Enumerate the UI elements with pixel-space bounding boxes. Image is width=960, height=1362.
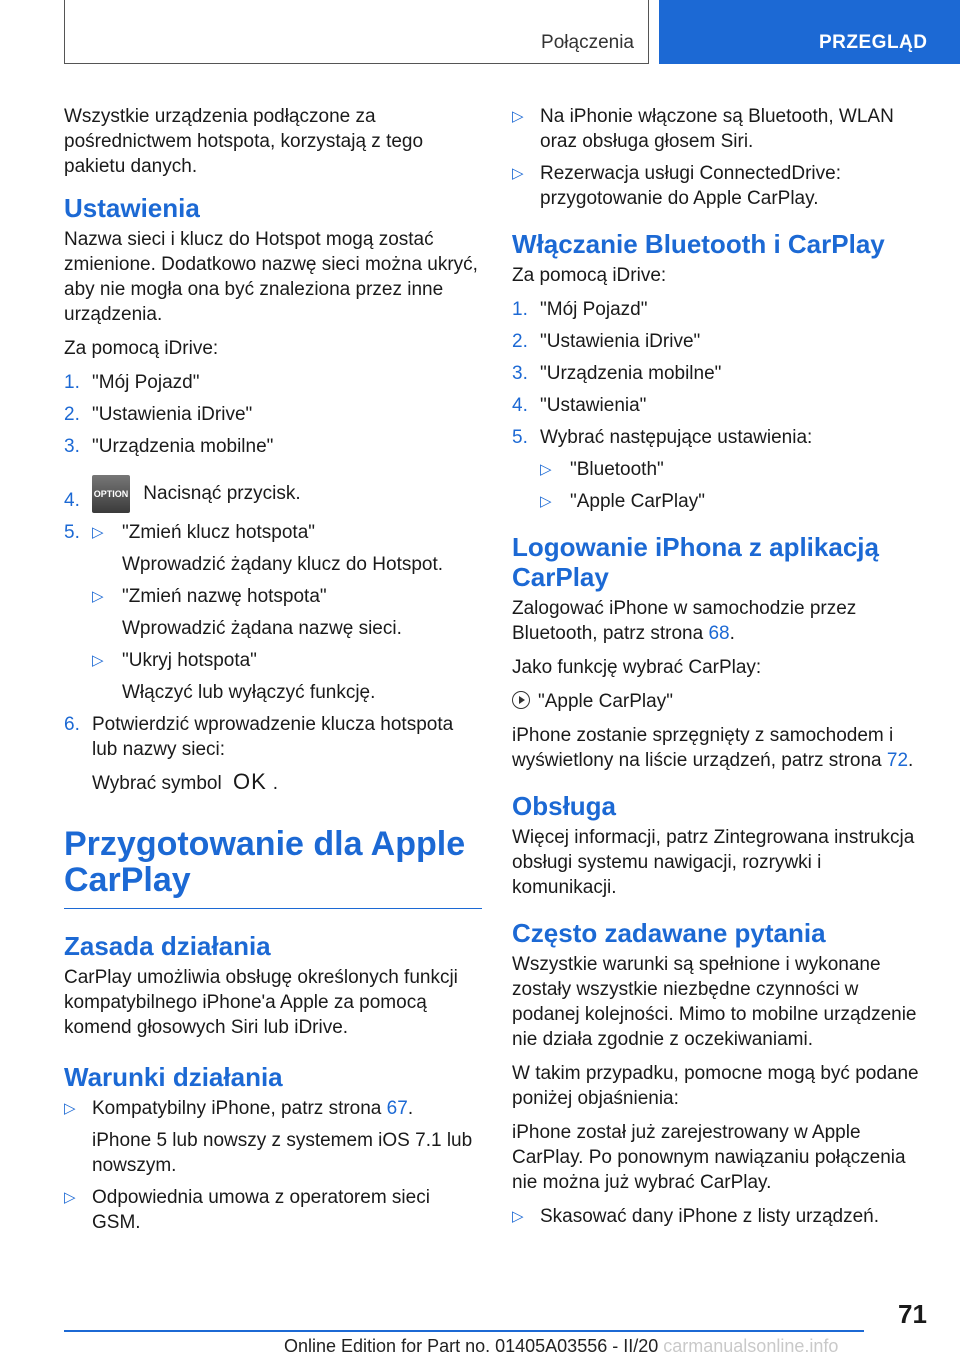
login-after-paragraph: iPhone zostanie sprzęgnięty z samochodem i wyświetlony na liście urządzeń, patrz strona 72. xyxy=(512,725,914,771)
page-reference-link[interactable]: 67 xyxy=(386,1098,408,1119)
list-item-description: Wybrać symbol OK . xyxy=(92,769,279,794)
faq-paragraph: W takim przypadku, pomocne mogą być podane poniżej objaśnienia: xyxy=(512,1063,919,1109)
list-item: 5. Wybrać następujące ustawienia: xyxy=(512,427,813,448)
heading-obsluga: Obsługa xyxy=(512,791,617,821)
page-reference-link[interactable]: 72 xyxy=(886,750,909,771)
list-item: 4. "Ustawienia" xyxy=(512,395,647,416)
list-item: 3. "Urządzenia mobilne" xyxy=(512,363,722,384)
list-item: ▷ "Ukryj hotspota" xyxy=(92,650,257,671)
bt-idrive-paragraph: Za pomocą iDrive: xyxy=(512,265,667,286)
list-item: 2. "Ustawienia iDrive" xyxy=(64,404,253,425)
list-item-description: iPhone 5 lub nowszy z systemem iOS 7.1 lub nowszym. xyxy=(92,1130,473,1176)
heading-logowanie: Logowanie iPhona z aplikacją CarPlay xyxy=(512,532,879,592)
play-select-icon xyxy=(512,691,530,709)
watermark: carmanualsonline.info xyxy=(663,1336,839,1356)
triangle-bullet-icon: ▷ xyxy=(512,165,524,182)
page-number: 71 xyxy=(898,1299,927,1329)
ustawienia-paragraph: Nazwa sieci i klucz do Hotspot mogą zostać zmienione. Dodatkowo nazwę sieci można ukryć, aby nie mogła ona być znaleziona przez inne urządzenia. xyxy=(64,229,478,325)
triangle-bullet-icon: ▷ xyxy=(92,652,104,669)
triangle-bullet-icon: ▷ xyxy=(64,1189,76,1206)
heading-przygotowanie: Przygotowanie dla Apple CarPlay xyxy=(64,826,482,909)
header-subsection-label: Połączenia xyxy=(541,32,634,53)
list-item: 2. "Ustawienia iDrive" xyxy=(512,331,701,352)
footer-edition: Online Edition for Part no. 01405A03556 - II/20 carmanualsonline.info xyxy=(284,1336,839,1356)
heading-zasada: Zasada działania xyxy=(64,931,271,961)
list-item: ▷ "Zmień nazwę hotspota" xyxy=(92,586,327,607)
header-chapter-label: PRZEGLĄD xyxy=(819,32,928,53)
left-column xyxy=(64,104,482,1242)
triangle-bullet-icon: ▷ xyxy=(540,493,552,510)
list-item: 1. "Mój Pojazd" xyxy=(512,299,648,320)
header-chapter-tab xyxy=(659,0,960,64)
list-item: ▷ Kompatybilny iPhone, patrz strona 67. xyxy=(64,1098,414,1119)
list-item: 5. ▷ "Zmień klucz hotspota" xyxy=(64,522,316,543)
intro-paragraph: Wszystkie urządzenia podłączone za pośrednictwem hotspota, korzystają z tego pakietu danych. xyxy=(64,106,424,177)
triangle-bullet-icon: ▷ xyxy=(92,588,104,605)
triangle-bullet-icon: ▷ xyxy=(92,524,104,541)
page-reference-link[interactable]: 68 xyxy=(708,623,730,644)
triangle-bullet-icon: ▷ xyxy=(512,108,524,125)
list-item: ▷ "Bluetooth" xyxy=(540,459,664,480)
login-select-line: "Apple CarPlay" xyxy=(512,689,928,714)
list-item: 4. OPTION Nacisnąć przycisk. xyxy=(64,475,482,513)
faq-paragraph: iPhone został już zarejestrowany w Apple CarPlay. Po ponownym nawiązaniu połączenia nie można już wybrać CarPlay. xyxy=(512,1122,906,1193)
list-item: 1. "Mój Pojazd" xyxy=(64,372,200,393)
triangle-bullet-icon: ▷ xyxy=(64,1100,76,1117)
list-item: ▷ "Apple CarPlay" xyxy=(540,491,705,512)
ok-symbol-icon: OK xyxy=(232,769,267,794)
obsluga-paragraph: Więcej informacji, patrz Zintegrowana instrukcja obsługi systemu nawigacji, rozrywki i komunikacji. xyxy=(512,827,915,898)
option-button-icon: OPTION xyxy=(92,475,130,513)
heading-bluetooth: Włączanie Bluetooth i CarPlay xyxy=(512,229,885,259)
triangle-bullet-icon: ▷ xyxy=(512,1208,524,1225)
header-section-tab xyxy=(64,0,649,64)
list-item-description: Wprowadzić żądana nazwę sieci. xyxy=(122,618,402,639)
heading-warunki: Warunki działania xyxy=(64,1062,283,1092)
zasada-paragraph: CarPlay umożliwia obsługę określonych funkcji kompatybilnego iPhone'a Apple za pomocą komend głosowych Siri lub iDrive. xyxy=(64,967,458,1038)
list-item: ▷ Skasować dany iPhone z listy urządzeń. xyxy=(512,1206,880,1227)
heading-faq: Często zadawane pytania xyxy=(512,918,826,948)
heading-ustawienia: Ustawienia xyxy=(64,193,200,223)
list-item-description: Wprowadzić żądany klucz do Hotspot. xyxy=(122,554,444,575)
list-item: 3. "Urządzenia mobilne" xyxy=(64,436,274,457)
idrive-paragraph: Za pomocą iDrive: xyxy=(64,338,219,359)
footer-rule xyxy=(64,1330,864,1332)
login-func-paragraph: Jako funkcję wybrać CarPlay: xyxy=(512,657,762,678)
list-item: ▷ Rezerwacja usługi ConnectedDrive: przygotowanie do Apple CarPlay. xyxy=(512,163,841,209)
list-item: 6. Potwierdzić wprowadzenie klucza hotspota lub nazwy sieci: xyxy=(64,714,454,760)
triangle-bullet-icon: ▷ xyxy=(540,461,552,478)
list-item: ▷ Na iPhonie włączone są Bluetooth, WLAN oraz obsługa głosem Siri. xyxy=(512,106,894,152)
faq-paragraph: Wszystkie warunki są spełnione i wykonane zostały wszystkie niezbędne czynności w podanej kolejności. Mimo to mobilne urządzenie nie działa zgodnie z oczekiwaniami. xyxy=(512,954,917,1050)
right-column xyxy=(512,104,928,1236)
list-item-description: Włączyć lub wyłączyć funkcję. xyxy=(122,682,376,703)
login-paragraph: Zalogować iPhone w samochodzie przez Bluetooth, patrz strona 68. xyxy=(512,598,857,644)
list-item: ▷ Odpowiednia umowa z operatorem sieci GSM. xyxy=(64,1187,430,1233)
